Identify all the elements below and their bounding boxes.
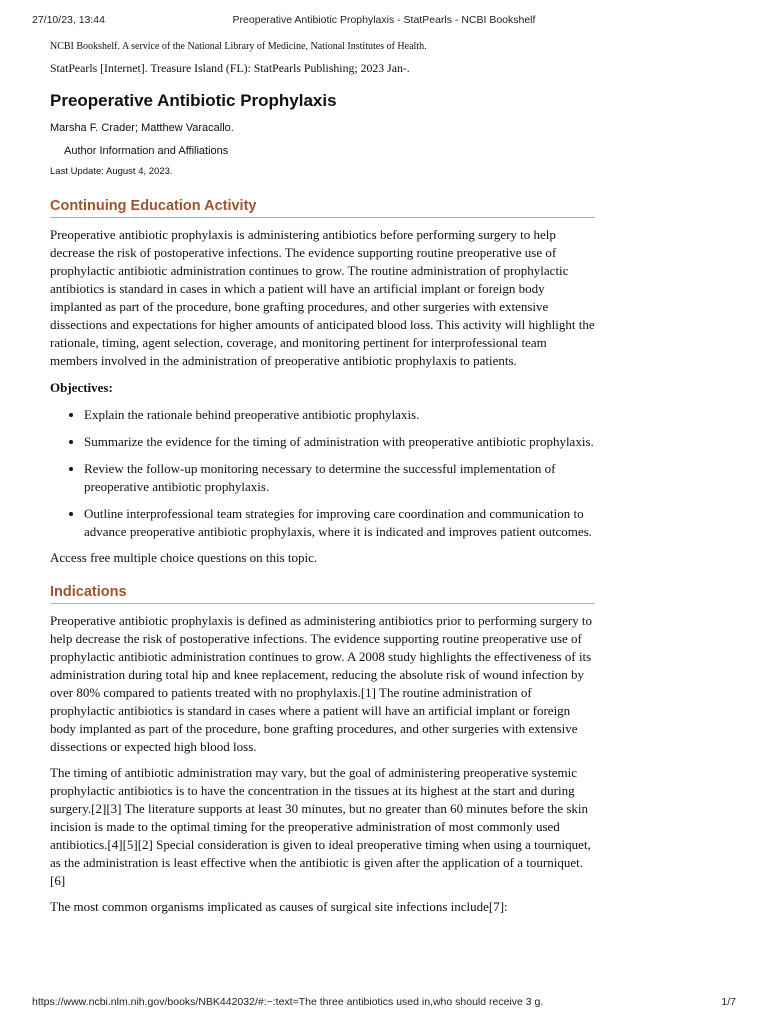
citation-line: StatPearls [Internet]. Treasure Island (FL): StatPearls Publishing; 2023 Jan-. bbox=[50, 61, 410, 75]
print-datetime: 27/10/23, 13:44 bbox=[32, 14, 105, 26]
author-affiliations-link[interactable]: Author Information and Affiliations bbox=[64, 145, 229, 157]
article-authors: Marsha F. Crader; Matthew Varacallo. bbox=[50, 122, 234, 134]
mcq-link[interactable]: Access free multiple choice questions on this topic. bbox=[50, 550, 318, 565]
cea-paragraph: Preoperative antibiotic prophylaxis is administering antibiotics before performing surgery to help decrease the risk of postoperative infections. The evidence supporting routine preoperative use of prophylactic antibiotic administration continues to grow. The routine administration of prophylactic antibiotics is standard in cases in which a patient will have an artificial implant or foreign body implanted as part of the procedure, bone grafting procedures, and other surgeries with extensive dissections and expectations for higher amounts of anticipated blood loss. This activity will highlight the rationale, timing, agent selection, coverage, and monitoring pertinent for interprofessional team members involved in the administration of preoperative antibiotic prophylaxis to patients. bbox=[50, 227, 595, 368]
objective-item: • Explain the rationale behind preoperative antibiotic prophylaxis. bbox=[84, 406, 595, 424]
article-page bbox=[50, 40, 595, 916]
print-page-number: 1/7 bbox=[721, 996, 736, 1008]
last-update: Last Update: August 4, 2023. bbox=[50, 166, 173, 177]
objectives-label: Objectives: bbox=[50, 380, 113, 395]
section-heading-cea: Continuing Education Activity bbox=[50, 197, 595, 218]
objective-item: • Review the follow-up monitoring necessary to determine the successful implementation of preoperative antibiotic prophylaxis. bbox=[84, 460, 595, 496]
print-url: https://www.ncbi.nlm.nih.gov/books/NBK442032/#:~:text=The three antibiotics used in,who should receive 3 g. bbox=[32, 996, 544, 1008]
indications-paragraph-3: The most common organisms implicated as causes of surgical site infections include[7]: bbox=[50, 899, 508, 914]
indications-paragraph-2: The timing of antibiotic administration may vary, but the goal of administering preoperative systemic prophylactic antibiotics is to have the concentration in the tissues at its highest at the start and during surgery.[2][3] The literature supports at least 30 minutes, but no greater than 60 minutes before the skin incision is made to the optimal timing for the preoperative administration of most commonly used antibiotics.[4][5][2] Special consideration is given to ideal preoperative timing when using a tourniquet, as the administration is least effective when the antibiotic is given after the application of a tourniquet.[6] bbox=[50, 765, 591, 888]
objective-item: • Summarize the evidence for the timing of administration with preoperative antibiotic prophylaxis. bbox=[84, 433, 595, 451]
print-footer bbox=[0, 996, 768, 1010]
article-title: Preoperative Antibiotic Prophylaxis bbox=[50, 91, 337, 110]
indications-paragraph-1: Preoperative antibiotic prophylaxis is defined as administering antibiotics prior to performing surgery to help decrease the risk of postoperative infections. The evidence supporting routine preoperative use of prophylactic antibiotic administration continues to grow. A 2008 study highlights the effectiveness of its administration during total hip and knee replacement, reducing the absolute risk of wound infection by over 80% compared to patients treated with no prophylaxis.[1] The routine administration of prophylactic antibiotics is standard in cases where a patient will have an artificial implant or foreign body implanted as part of the procedure, bone grafting procedures, and other surgeries with extensive dissections or expected high blood loss. bbox=[50, 613, 593, 754]
objective-item: • Outline interprofessional team strategies for improving care coordination and communication to advance preoperative antibiotic prophylaxis, where it is indicated and improves patient outcomes. bbox=[84, 505, 595, 541]
bookshelf-line: NCBI Bookshelf. A service of the National Library of Medicine, National Institutes of Health. bbox=[50, 41, 427, 52]
section-heading-indications: Indications bbox=[50, 583, 595, 604]
print-page-title: Preoperative Antibiotic Prophylaxis - StatPearls - NCBI Bookshelf bbox=[232, 14, 536, 26]
objectives-list bbox=[50, 406, 595, 541]
print-header bbox=[0, 14, 768, 28]
mcq-paragraph bbox=[50, 549, 595, 567]
